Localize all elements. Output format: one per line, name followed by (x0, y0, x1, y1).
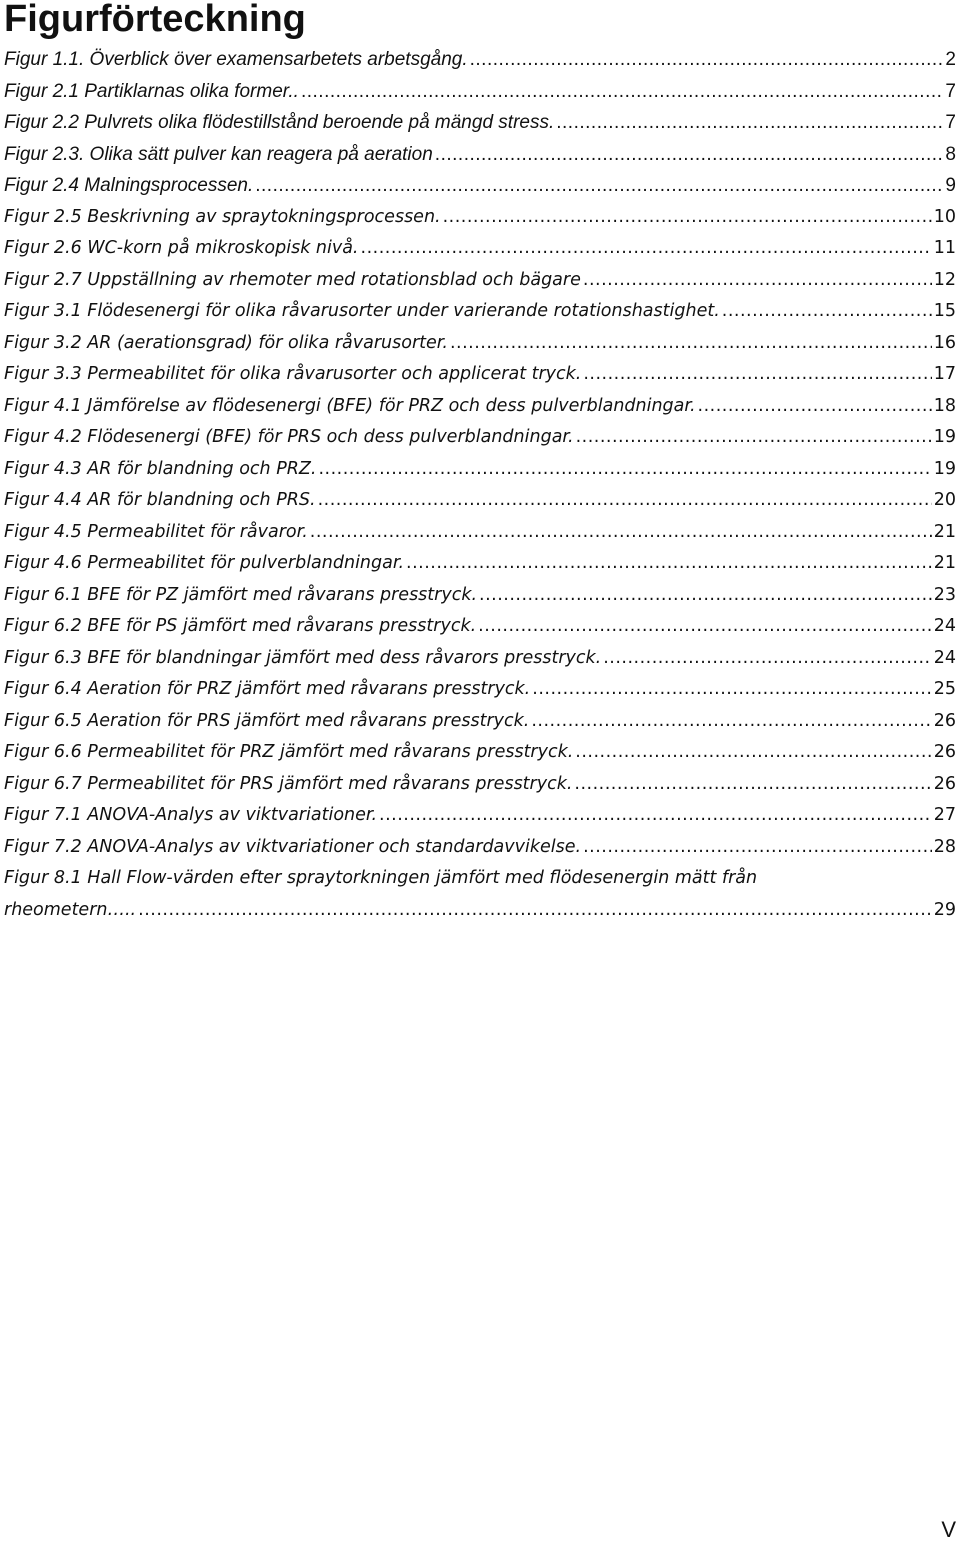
list-item[interactable] (4, 202, 956, 234)
dot-leader (255, 170, 943, 202)
entry-page: 17 (933, 364, 956, 384)
entry-page: 25 (933, 679, 956, 699)
dot-leader (575, 737, 931, 769)
entry-page: 24 (933, 616, 956, 636)
entry-label: Figur 6.6 Permeabilitet för PRZ jämfört med råvarans presstryck. (4, 742, 574, 762)
list-item[interactable] (4, 139, 956, 171)
list-item[interactable] (4, 674, 956, 706)
entry-page: 20 (933, 490, 956, 510)
dot-leader (531, 706, 931, 738)
list-item[interactable] (4, 44, 956, 76)
list-item[interactable] (4, 233, 956, 265)
list-item[interactable] (4, 296, 956, 328)
entry-label: Figur 2.2 Pulvrets olika flödestillstånd beroende på mängd stress. (4, 112, 555, 133)
dot-leader (443, 202, 932, 234)
page-title: Figurförteckning (4, 0, 306, 40)
list-item[interactable] (4, 832, 956, 864)
entry-label: Figur 2.6 WC-korn på mikroskopisk nivå. (4, 238, 359, 258)
list-item[interactable] (4, 265, 956, 297)
dot-leader (379, 800, 932, 832)
entry-label: Figur 4.6 Permeabilitet för pulverblandningar. (4, 553, 405, 573)
list-item[interactable] (4, 422, 956, 454)
dot-leader (310, 517, 932, 549)
entry-label: Figur 1.1. Överblick över examensarbetets arbetsgång. (4, 49, 468, 70)
entry-page: 21 (933, 521, 956, 542)
list-item[interactable] (4, 359, 956, 391)
list-item[interactable] (4, 611, 956, 643)
list-item[interactable] (4, 643, 956, 675)
entry-label-line1: Figur 8.1 Hall Flow-värden efter spraytorkningen jämfört med flödesenergin mätt från (4, 868, 758, 888)
entry-label: Figur 6.1 BFE för PZ jämfört med råvarans presstryck. (4, 584, 478, 605)
list-item[interactable] (4, 737, 956, 769)
dot-leader (603, 643, 932, 675)
dot-leader (450, 328, 932, 360)
entry-page: 26 (933, 710, 956, 731)
entry-page: 26 (933, 742, 956, 762)
entry-page: 27 (933, 805, 956, 825)
entry-page: 28 (933, 836, 956, 857)
entry-label: Figur 3.1 Flödesenergi för olika råvarusorter under varierande rotationshastighet. (4, 301, 720, 321)
entry-page: 9 (945, 175, 956, 196)
dot-leader (435, 139, 944, 171)
dot-leader (361, 233, 932, 265)
list-item[interactable] (4, 485, 956, 517)
entry-page: 29 (933, 899, 956, 920)
list-item[interactable] (4, 76, 956, 108)
dot-leader (722, 296, 932, 328)
entry-label: Figur 3.3 Permeabilitet för olika råvarusorter och applicerat tryck. (4, 364, 582, 384)
entry-page: 24 (933, 647, 956, 668)
entry-page: 11 (933, 238, 956, 258)
list-item[interactable] (4, 863, 956, 926)
dot-leader (556, 107, 943, 139)
page-number: V (941, 1517, 956, 1542)
entry-label: Figur 6.7 Permeabilitet för PRS jämfört med råvarans presstryck. (4, 773, 573, 794)
dot-leader (479, 580, 932, 612)
list-item[interactable] (4, 800, 956, 832)
entry-label: Figur 2.5 Beskrivning av spraytokningsprocessen. (4, 206, 441, 227)
entry-label: Figur 4.3 AR för blandning och PRZ. (4, 458, 317, 479)
dot-leader (301, 76, 943, 108)
entry-label: Figur 6.2 BFE för PS jämfört med råvarans presstryck. (4, 616, 477, 636)
entry-page: 19 (933, 427, 956, 447)
entry-label: Figur 7.1 ANOVA-Analys av viktvariationer. (4, 805, 378, 825)
entry-page: 15 (933, 301, 956, 321)
dot-leader (532, 674, 931, 706)
list-item[interactable] (4, 706, 956, 738)
list-item[interactable] (4, 391, 956, 423)
entry-page: 2 (945, 49, 956, 70)
dot-leader (470, 44, 944, 76)
entry-page: 12 (933, 269, 956, 290)
dot-leader (698, 391, 932, 423)
dot-leader (138, 895, 932, 927)
dot-leader (574, 769, 931, 801)
dot-leader (406, 548, 932, 580)
entry-label: Figur 3.2 AR (aerationsgrad) för olika råvarusorter. (4, 332, 448, 353)
dot-leader (576, 422, 932, 454)
dot-leader (478, 611, 932, 643)
list-item[interactable] (4, 107, 956, 139)
list-item[interactable] (4, 580, 956, 612)
list-item[interactable] (4, 328, 956, 360)
entry-page: 26 (933, 773, 956, 794)
entry-label: Figur 4.4 AR för blandning och PRS. (4, 490, 316, 510)
dot-leader (583, 359, 931, 391)
entry-page: 21 (933, 553, 956, 573)
entry-page: 19 (933, 458, 956, 479)
entry-page: 8 (945, 143, 956, 165)
entry-label: Figur 2.4 Malningsprocessen. (4, 175, 254, 196)
entry-page: 23 (933, 584, 956, 605)
dot-leader (583, 832, 932, 864)
entry-label: Figur 4.5 Permeabilitet för råvaror. (4, 521, 308, 542)
list-item[interactable] (4, 517, 956, 549)
entry-label: Figur 4.1 Jämförelse av flödesenergi (BFE) för PRZ och dess pulverblandningar. (4, 395, 696, 416)
entry-label: Figur 2.3. Olika sätt pulver kan reagera på aeration (4, 143, 433, 165)
entry-label: Figur 6.5 Aeration för PRS jämfört med råvarans presstryck. (4, 710, 530, 731)
dot-leader (583, 265, 932, 297)
entry-page: 7 (945, 80, 956, 102)
list-item[interactable] (4, 454, 956, 486)
dot-leader (318, 485, 932, 517)
list-item[interactable] (4, 548, 956, 580)
entry-label: Figur 7.2 ANOVA-Analys av viktvariationer och standardavvikelse. (4, 836, 582, 857)
entry-label: Figur 4.2 Flödesenergi (BFE) för PRS och dess pulverblandningar. (4, 427, 574, 447)
entry-label: rheometern….. (4, 899, 137, 920)
entry-page: 16 (933, 332, 956, 353)
figure-list (4, 44, 956, 926)
dot-leader (318, 454, 931, 486)
entry-page: 7 (945, 112, 956, 133)
entry-page: 10 (933, 206, 956, 227)
entry-label-line2-row (4, 895, 956, 927)
entry-label: Figur 2.1 Partiklarnas olika former.. (4, 80, 299, 102)
list-item[interactable] (4, 769, 956, 801)
list-item[interactable] (4, 170, 956, 202)
entry-label: Figur 2.7 Uppställning av rhemoter med rotationsblad och bägare (4, 269, 581, 290)
entry-label: Figur 6.3 BFE för blandningar jämfört med dess råvarors presstryck. (4, 647, 602, 668)
entry-label: Figur 6.4 Aeration för PRZ jämfört med råvarans presstryck. (4, 679, 531, 699)
entry-page: 18 (933, 395, 956, 416)
